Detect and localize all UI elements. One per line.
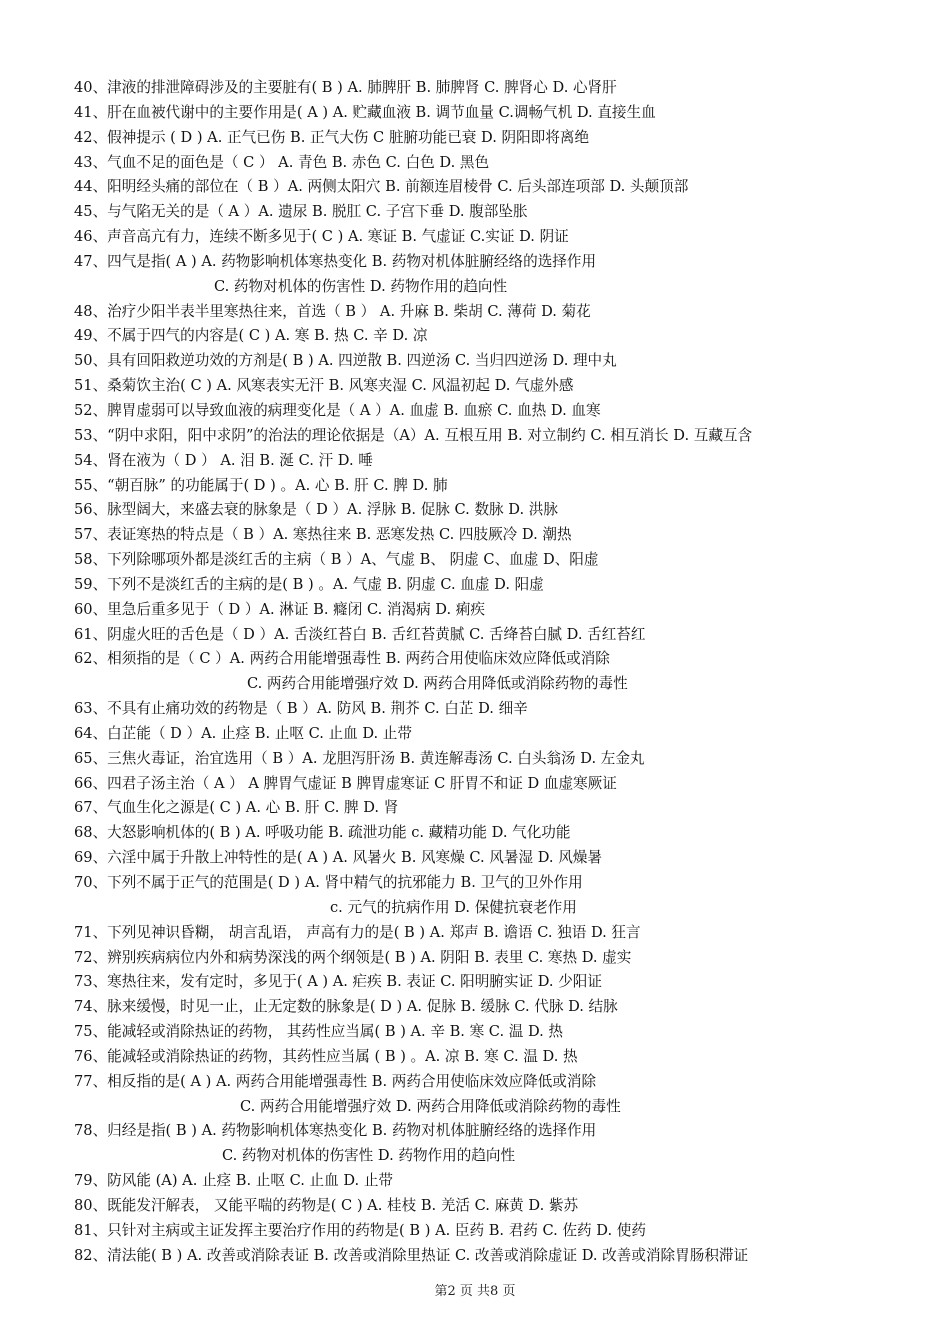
question-line: 47、四气是指( A ) A. 药物影响机体寒热变化 B. 药物对机体脏腑经络的选择作用: [74, 252, 597, 270]
question-line: 44、阳明经头痛的部位在（ B ）A. 两侧太阳穴 B. 前额连眉棱骨 C. 后头部连项部 D. 头颠顶部: [74, 178, 689, 196]
question-line: 49、不属于四气的内容是( C ) A. 寒 B. 热 C. 辛 D. 凉: [74, 327, 428, 345]
question-options-continued: C. 药物对机体的伤害性 D. 药物作用的趋向性: [222, 1147, 516, 1165]
question-line: 54、肾在液为（ D ） A. 泪 B. 涎 C. 汗 D. 唾: [74, 451, 373, 469]
question-line: 77、相反指的是( A ) A. 两药合用能增强毒性 B. 两药合用使临床效应降低或消除: [74, 1072, 597, 1090]
question-options-continued: c. 元气的抗病作用 D. 保健抗衰老作用: [330, 898, 577, 916]
question-line: 62、相须指的是（ C ）A. 两药合用能增强毒性 B. 两药合用使临床效应降低或消除: [74, 650, 610, 668]
question-line: 46、声音高亢有力，连续不断多见于( C ) A. 寒证 B. 气虚证 C.实证 D. 阴证: [74, 228, 569, 246]
question-line: 48、治疗少阳半表半里寒热往来，首选（ B ） A. 升麻 B. 柴胡 C. 薄荷 D. 菊花: [74, 302, 591, 320]
question-line: 80、既能发汗解表， 又能平喘的药物是( C ) A. 桂枝 B. 羌活 C. 麻黄 D. 紫苏: [74, 1196, 579, 1214]
page-footer: 第2 页 共8 页: [434, 1284, 516, 1299]
question-line: 66、四君子汤主治（ A ） A 脾胃气虚证 B 脾胃虚寒证 C 肝胃不和证 D 血虚寒厥证: [74, 774, 617, 792]
question-line: 65、三焦火毒证，治宜选用（ B ）A. 龙胆泻肝汤 B. 黄连解毒汤 C. 白头翁汤 D. 左金丸: [74, 749, 645, 767]
question-line: 41、肝在血被代谢中的主要作用是( A ) A. 贮藏血液 B. 调节血量 C.调畅气机 D. 直接生血: [74, 103, 656, 121]
question-line: 61、阴虚火旺的舌色是（ D ）A. 舌淡红苔白 B. 舌红苔黄腻 C. 舌绛苔白腻 D. 舌红苔红: [74, 625, 646, 643]
question-line: 56、脉型阔大，来盛去衰的脉象是（ D ）A. 浮脉 B. 促脉 C. 数脉 D. 洪脉: [74, 501, 558, 519]
question-line: 58、下列除哪项外都是淡红舌的主病（ B ）A、气虚 B、 阴虚 C、血虚 D、阳虚: [74, 551, 599, 569]
question-line: 50、具有回阳救逆功效的方剂是( B ) A. 四逆散 B. 四逆汤 C. 当归四逆汤 D. 理中丸: [74, 352, 617, 370]
question-line: 45、与气陷无关的是（ A ）A. 遗尿 B. 脱肛 C. 子宫下垂 D. 腹部坠胀: [74, 203, 528, 221]
question-options-continued: C. 两药合用能增强疗效 D. 两药合用降低或消除药物的毒性: [240, 1097, 621, 1115]
question-line: 57、表证寒热的特点是（ B ）A. 寒热往来 B. 恶寒发热 C. 四肢厥冷 D. 潮热: [74, 526, 572, 544]
question-line: 64、白芷能（ D ）A. 止痉 B. 止呕 C. 止血 D. 止带: [74, 724, 412, 742]
question-line: 63、不具有止痛功效的药物是（ B ）A. 防风 B. 荆芥 C. 白芷 D. 细辛: [74, 700, 528, 718]
question-line: 51、桑菊饮主治( C ) A. 风寒表实无汗 B. 风寒夹湿 C. 风温初起 D. 气虚外感: [74, 377, 574, 395]
question-line: 43、气血不足的面色是（ C ） A. 青色 B. 赤色 C. 白色 D. 黑色: [74, 153, 490, 171]
question-line: 60、里急后重多见于（ D ）A. 淋证 B. 癃闭 C. 消渴病 D. 痢疾: [74, 600, 485, 618]
question-list: [0, 76, 950, 1269]
question-line: 69、六淫中属于升散上冲特性的是( A ) A. 风暑火 B. 风寒燥 C. 风暑湿 D. 风燥暑: [74, 849, 602, 867]
question-line: 73、寒热往来，发有定时，多见于( A ) A. 疟疾 B. 表证 C. 阳明腑实证 D. 少阳证: [74, 973, 602, 991]
question-line: 76、能减轻或消除热证的药物，其药性应当属 ( B ) 。A. 凉 B. 寒 C. 温 D. 热: [74, 1047, 578, 1065]
question-line: 82、清法能( B ) A. 改善或消除表证 B. 改善或消除里热证 C. 改善或消除虚证 D. 改善或消除胃肠积滞证: [74, 1246, 749, 1264]
question-options-continued: C. 两药合用能增强疗效 D. 两药合用降低或消除药物的毒性: [247, 675, 628, 693]
question-options-continued: C. 药物对机体的伤害性 D. 药物作用的趋向性: [214, 277, 508, 295]
question-line: 75、能减轻或消除热证的药物， 其药性应当属( B ) A. 辛 B. 寒 C. 温 D. 热: [74, 1023, 564, 1041]
question-line: 74、脉来缓慢，时见一止，止无定数的脉象是( D ) A. 促脉 B. 缓脉 C. 代脉 D. 结脉: [74, 998, 618, 1016]
question-line: 67、气血生化之源是( C ) A. 心 B. 肝 C. 脾 D. 肾: [74, 799, 399, 817]
question-line: 55、“朝百脉” 的功能属于( D ) 。A. 心 B. 肝 C. 脾 D. 肺: [74, 476, 448, 494]
question-line: 42、假神提示 ( D ) A. 正气已伤 B. 正气大伤 C 脏腑功能已衰 D. 阴阳即将离绝: [74, 128, 590, 146]
question-line: 52、脾胃虚弱可以导致血液的病理变化是（ A ）A. 血虚 B. 血瘀 C. 血热 D. 血寒: [74, 401, 601, 419]
question-line: 71、下列见神识昏糊， 胡言乱语， 声高有力的是( B ) A. 郑声 B. 谵语 C. 独语 D. 狂言: [74, 923, 641, 941]
question-line: 79、防风能 (A) A. 止痉 B. 止呕 C. 止血 D. 止带: [74, 1172, 394, 1190]
question-line: 72、辨别疾病病位内外和病势深浅的两个纲领是( B ) A. 阴阳 B. 表里 C. 寒热 D. 虚实: [74, 948, 632, 966]
question-line: 59、下列不是淡红舌的主病的是( B ) 。A. 气虚 B. 阴虚 C. 血虚 D. 阳虚: [74, 575, 544, 593]
question-line: 81、只针对主病或主证发挥主要治疗作用的药物是( B ) A. 臣药 B. 君药 C. 佐药 D. 使药: [74, 1221, 646, 1239]
question-line: 78、归经是指( B ) A. 药物影响机体寒热变化 B. 药物对机体脏腑经络的选择作用: [74, 1122, 597, 1140]
question-line: 40、津液的排泄障碍涉及的主要脏有( B ) A. 肺脾肝 B. 肺脾肾 C. 脾肾心 D. 心肾肝: [74, 79, 617, 96]
question-line: 53、“阴中求阳，阳中求阴”的治法的理论依据是（A）A. 互根互用 B. 对立制约 C. 相互消长 D. 互藏互含: [74, 426, 753, 444]
question-line: 70、下列不属于正气的范围是( D ) A. 肾中精气的抗邪能力 B. 卫气的卫外作用: [74, 874, 583, 891]
question-line: 68、大怒影响机体的( B ) A. 呼吸功能 B. 疏泄功能 c. 藏精功能 D. 气化功能: [74, 824, 571, 842]
